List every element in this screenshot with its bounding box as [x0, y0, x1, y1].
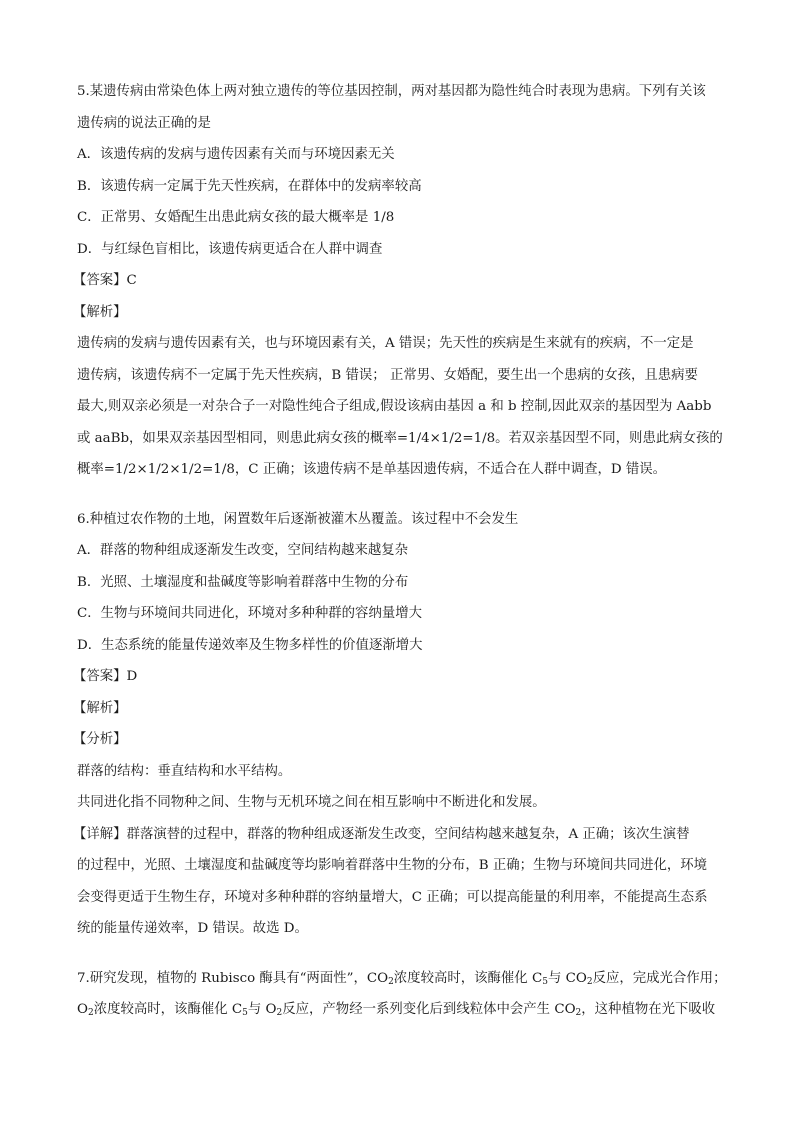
stem-text: ，这种植物在光下吸收 — [581, 1002, 716, 1017]
subscript: 2 — [87, 1008, 94, 1018]
question-stem-line — [77, 963, 727, 995]
subscript: 5 — [242, 1008, 248, 1018]
stem-text: 浓度较高时，该酶催化 C — [93, 1002, 243, 1017]
option-b: B．光照、土壤湿度和盐碱度等影响着群落中生物的分布 — [77, 574, 409, 590]
subscript: 2 — [575, 1008, 582, 1018]
stem-text: 与 CO — [547, 970, 587, 986]
stem-text: 与 O — [247, 1002, 277, 1017]
question-5 — [73, 76, 727, 486]
subscript: 2 — [586, 976, 593, 987]
subscript: 2 — [276, 1008, 283, 1018]
option-b: B．该遗传病一定属于先天性疾病，在群体中的发病率较高 — [77, 178, 422, 194]
subscript: 5 — [542, 976, 548, 987]
option-a: A．该遗传病的发病与遗传因素有关而与环境因素无关 — [77, 147, 395, 162]
stem-text: 反应，完成光合作用； — [592, 970, 727, 986]
answer-label: 【答案】D — [73, 669, 138, 684]
analysis-line: 或 aaBb，如果双亲基因型相同，则患此病女孩的概率=1/4×1/2=1/8。若双亲基因型不同，则患此病女孩的 — [77, 430, 723, 446]
stem-text: 7.研究发现，植物的 Rubisco 酶具有“两面性”，CO — [77, 970, 389, 986]
stem-text: 浓度较高时，该酶催化 C — [393, 970, 543, 986]
stem-text: 反应，产物经一系列变化后到线粒体中会产生 CO — [282, 1002, 576, 1017]
detail-line: 会变得更适于生物生存，环境对多种种群的容纳量增大，C 正确；可以提高能量的利用率，不能提高生态系 — [77, 889, 708, 905]
analysis-line: 最大,则双亲必须是一对杂合子一对隐性纯合子组成,假设该病由基因 a 和 b 控制,因此双亲的基因型为 Aabb — [77, 399, 712, 414]
fenxi-line: 共同进化指不同物种之间、生物与无机环境之间在相互影响中不断进化和发展。 — [77, 795, 546, 810]
answer-label: 【答案】C — [73, 273, 137, 288]
analysis-line: 遗传病，该遗传病不一定属于先天性疾病，B 错误； 正常男、女婚配，要生出一个患病的女孩，且患病要 — [77, 367, 698, 383]
document-page — [73, 76, 727, 1026]
detail-line: 统的能量传递效率，D 错误。故选 D。 — [77, 921, 308, 936]
question-6 — [73, 504, 727, 945]
detail-line: 的过程中，光照、土壤湿度和盐碱度等均影响着群落中生物的分布，B 正确；生物与环境间共同进化，环境 — [77, 858, 708, 873]
option-c: C．生物与环境间共同进化，环境对多种种群的容纳量增大 — [77, 606, 423, 621]
question-stem-line: 5.某遗传病由常染色体上两对独立遗传的等位基因控制，两对基因都为隐性纯合时表现为患病。下列有关该 — [77, 84, 706, 99]
analysis-line: 遗传病的发病与遗传因素有关，也与环境因素有关，A 错误；先天性的疾病是生来就有的疾病，不一定是 — [77, 336, 694, 351]
question-stem-line: 遗传病的说法正确的是 — [77, 115, 211, 131]
analysis-label: 【解析】 — [73, 304, 127, 320]
stem-text: O — [77, 1002, 88, 1017]
option-a: A．群落的物种组成逐渐发生改变，空间结构越来越复杂 — [77, 543, 409, 558]
option-c: C．正常男、女婚配生出患此病女孩的最大概率是 1/8 — [77, 210, 395, 225]
question-7 — [77, 963, 727, 1026]
detail-line: 【详解】群落演替的过程中，群落的物种组成逐渐发生改变，空间结构越来越复杂，A 正确；该次生演替 — [73, 826, 690, 842]
option-d: D．与红绿色盲相比，该遗传病更适合在人群中调查 — [77, 241, 383, 257]
analysis-line: 概率=1/2×1/2×1/2=1/8，C 正确；该遗传病不是单基因遗传病，不适合在人群中调查，D 错误。 — [77, 462, 667, 477]
subscript: 2 — [388, 976, 394, 987]
question-stem-line — [77, 994, 727, 1026]
fenxi-line: 群落的结构：垂直结构和水平结构。 — [77, 763, 292, 779]
analysis-label: 【解析】 — [73, 700, 127, 716]
question-stem-line: 6.种植过农作物的土地，闲置数年后逐渐被灌木丛覆盖。该过程中不会发生 — [77, 511, 519, 527]
fenxi-label: 【分析】 — [73, 732, 127, 747]
option-d: D．生态系统的能量传递效率及生物多样性的价值逐渐增大 — [77, 637, 423, 653]
